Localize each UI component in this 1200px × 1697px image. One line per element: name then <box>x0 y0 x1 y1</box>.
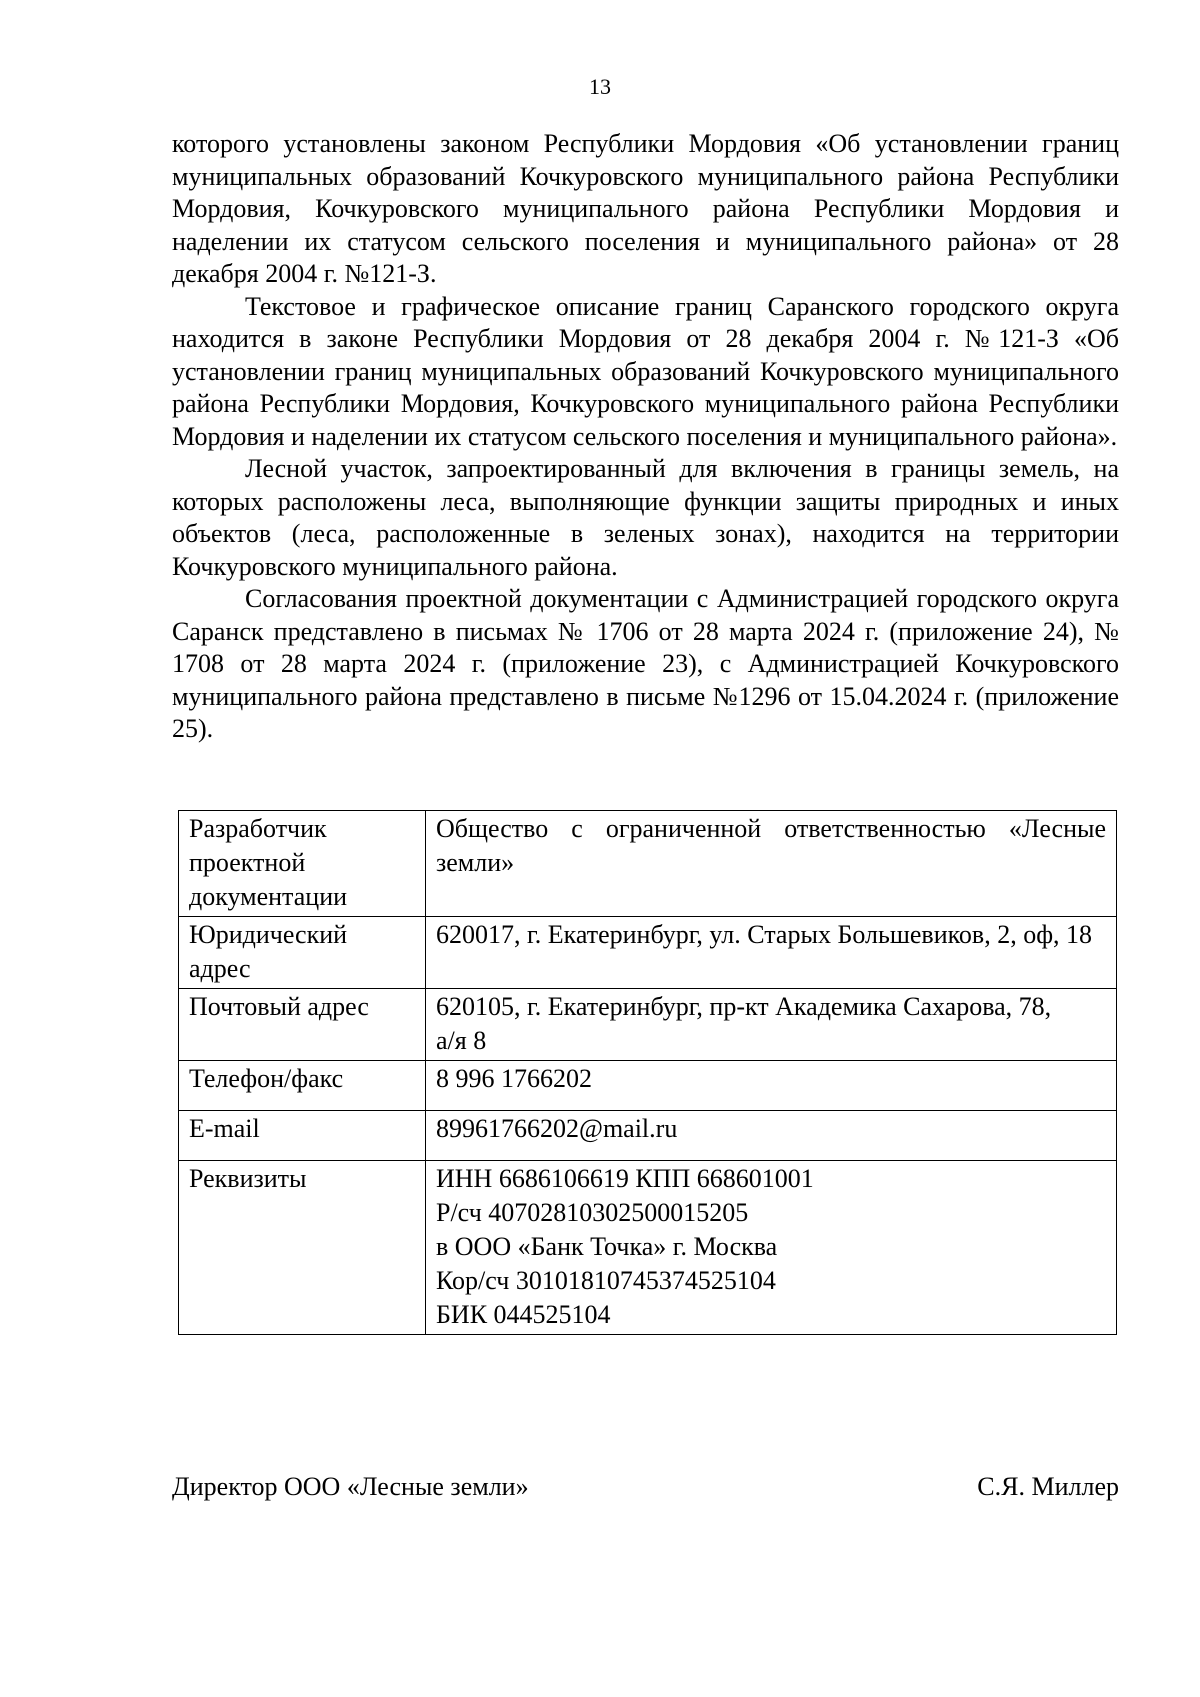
table-row <box>179 989 1117 1061</box>
body-text <box>172 128 1119 746</box>
email-value: 89961766202@mail.ru <box>426 1111 1117 1161</box>
signatory-name: С.Я. Миллер <box>977 1472 1119 1501</box>
table-row <box>179 917 1117 989</box>
table-row <box>179 1161 1117 1335</box>
signature-block <box>172 1470 1119 1504</box>
table-row <box>179 811 1117 917</box>
developer-info-table <box>178 810 1117 1335</box>
phone-fax-label: Телефон/факс <box>179 1061 426 1111</box>
signatory-position: Директор ООО «Лесные земли» <box>172 1472 529 1501</box>
bank-details-label: Реквизиты <box>179 1161 426 1335</box>
table-row <box>179 1111 1117 1161</box>
page-number: 13 <box>589 74 611 99</box>
postal-address-label: Почтовый адрес <box>179 989 426 1061</box>
legal-address-label: Юридический адрес <box>179 917 426 989</box>
paragraph-1: которого установлены законом Республики Мордовия «Об установлении границ муниципальных образований Кочкуровского муниципального района Республики Мордовия, Кочкуровского муниципального района Республики Мордовия и наделении их статусом сельского поселения и муниципального района» от 28 декабря 2004 г. №121-З. <box>172 129 1119 288</box>
phone-fax-value: 8 996 1766202 <box>426 1061 1117 1111</box>
developer-value: Общество с ограниченной ответственностью «Лесные земли» <box>426 811 1117 917</box>
bank-details-value: ИНН 6686106619 КПП 668601001 Р/сч 40702810302500015205 в ООО «Банк Точка» г. Москва Кор/сч 30101810745374525104 БИК 044525104 <box>426 1161 1117 1335</box>
postal-address-value: 620105, г. Екатеринбург, пр-кт Академика Сахарова, 78, а/я 8 <box>426 989 1117 1061</box>
paragraph-4: Согласования проектной документации с Администрацией городского округа Саранск представлено в письмах № 1706 от 28 марта 2024 г. (приложение 24), № 1708 от 28 марта 2024 г. (приложение 23), с Администрацией Кочкуровского муниципального района представлено в письме №1296 от 15.04.2024 г. (приложение 25). <box>172 584 1119 743</box>
legal-address-value: 620017, г. Екатеринбург, ул. Старых Большевиков, 2, оф, 18 <box>426 917 1117 989</box>
developer-label: Разработчик проектной документации <box>179 811 426 917</box>
email-label: E-mail <box>179 1111 426 1161</box>
table-row <box>179 1061 1117 1111</box>
paragraph-3: Лесной участок, запроектированный для включения в границы земель, на которых расположены леса, выполняющие функции защиты природных и иных объектов (леса, расположенные в зеленых зонах), находится на территории Кочкуровского муниципального района. <box>172 454 1119 581</box>
paragraph-2: Текстовое и графическое описание границ Саранского городского округа находится в законе Республики Мордовия от 28 декабря 2004 г. №121-З «Об установлении границ муниципальных образований Кочкуровского муниципального района Республики Мордовия, Кочкуровского муниципального района Республики Мордовия и наделении их статусом сельского поселения и муниципального района». <box>172 291 1119 451</box>
